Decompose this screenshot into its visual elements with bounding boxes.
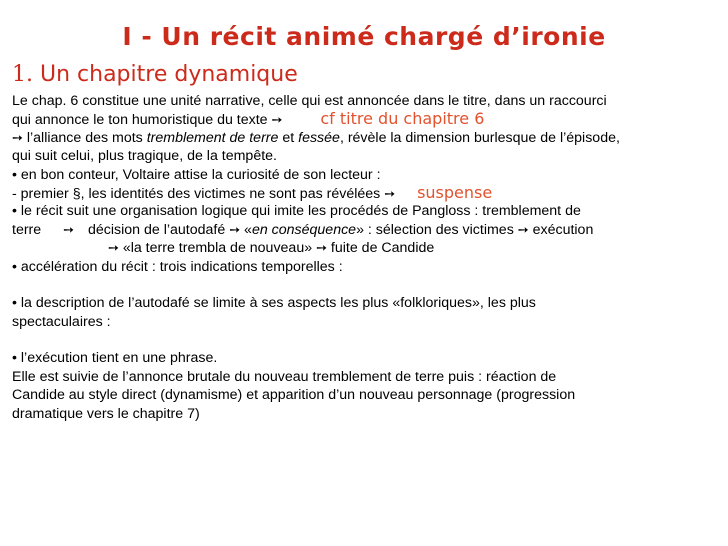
text-span: , révèle la dimension burlesque de l’épisode, bbox=[339, 129, 620, 146]
text-line: • le récit suit une organisation logique qui imite les procédés de Pangloss : tremblement de bbox=[12, 203, 581, 220]
text-line bbox=[12, 221, 722, 239]
slide-body bbox=[12, 92, 722, 423]
text-line: Le chap. 6 constitue une unité narrative, celle qui est annoncée dans le titre, dans un raccourci bbox=[12, 93, 607, 109]
italic-span: tremblement de terre bbox=[146, 129, 279, 146]
section-number: 1. bbox=[12, 62, 33, 87]
text-span: terre bbox=[12, 221, 42, 238]
text-line: • la description de l’autodafé se limite à ses aspects les plus «folkloriques», les plus bbox=[12, 295, 536, 312]
red-note: suspense bbox=[417, 182, 493, 202]
text-line: qui suit celui, plus tragique, de la tempête. bbox=[12, 148, 277, 165]
slide-title: I - Un récit animé chargé d’ironie bbox=[122, 22, 606, 51]
text-line bbox=[12, 110, 722, 128]
text-line bbox=[12, 239, 722, 257]
text-span: décision de l’autodafé bbox=[87, 221, 226, 238]
section-heading: Un chapitre dynamique bbox=[40, 62, 298, 87]
text-line bbox=[12, 184, 722, 202]
italic-span: fessée bbox=[298, 129, 340, 146]
text-span: «la terre trembla de nouveau» bbox=[122, 240, 313, 257]
arrow-icon: ➙ bbox=[384, 185, 396, 201]
red-note: cf titre du chapitre 6 bbox=[320, 109, 485, 129]
arrow-icon: ➙ bbox=[12, 129, 23, 145]
italic-span: en conséquence bbox=[251, 221, 357, 238]
arrow-icon: ➙ bbox=[271, 112, 283, 128]
text-span: « bbox=[244, 221, 252, 238]
arrow-icon: ➙ bbox=[107, 240, 119, 256]
arrow-icon: ➙ bbox=[316, 240, 327, 256]
text-span: - premier §, les identités des victimes ne sont pas révélées bbox=[12, 185, 381, 202]
text-line: Candide au style direct (dynamisme) et apparition d’un nouveau personnage (progression bbox=[12, 387, 576, 404]
arrow-icon: ➙ bbox=[517, 221, 529, 237]
text-line: dramatique vers le chapitre 7) bbox=[12, 405, 200, 422]
text-line: spectaculaires : bbox=[12, 313, 111, 330]
text-line: • accélération du récit : trois indications temporelles : bbox=[12, 258, 343, 275]
section-subtitle bbox=[12, 62, 298, 87]
arrow-icon: ➙ bbox=[63, 221, 75, 237]
text-span: l’alliance des mots bbox=[22, 129, 147, 146]
text-span: et bbox=[278, 129, 299, 146]
text-line: • l’exécution tient en une phrase. bbox=[12, 350, 218, 367]
text-span: qui annonce le ton humoristique du texte bbox=[12, 112, 268, 129]
text-span: fuite de Candide bbox=[330, 240, 435, 257]
text-span: exécution bbox=[532, 221, 594, 238]
arrow-icon: ➙ bbox=[229, 221, 241, 237]
text-line: • en bon conteur, Voltaire attise la curiosité de son lecteur : bbox=[12, 166, 381, 183]
text-line: Elle est suivie de l’annonce brutale du nouveau tremblement de terre puis : réaction de bbox=[12, 368, 557, 385]
text-span: » : sélection des victimes bbox=[356, 221, 514, 238]
text-line bbox=[12, 129, 722, 147]
